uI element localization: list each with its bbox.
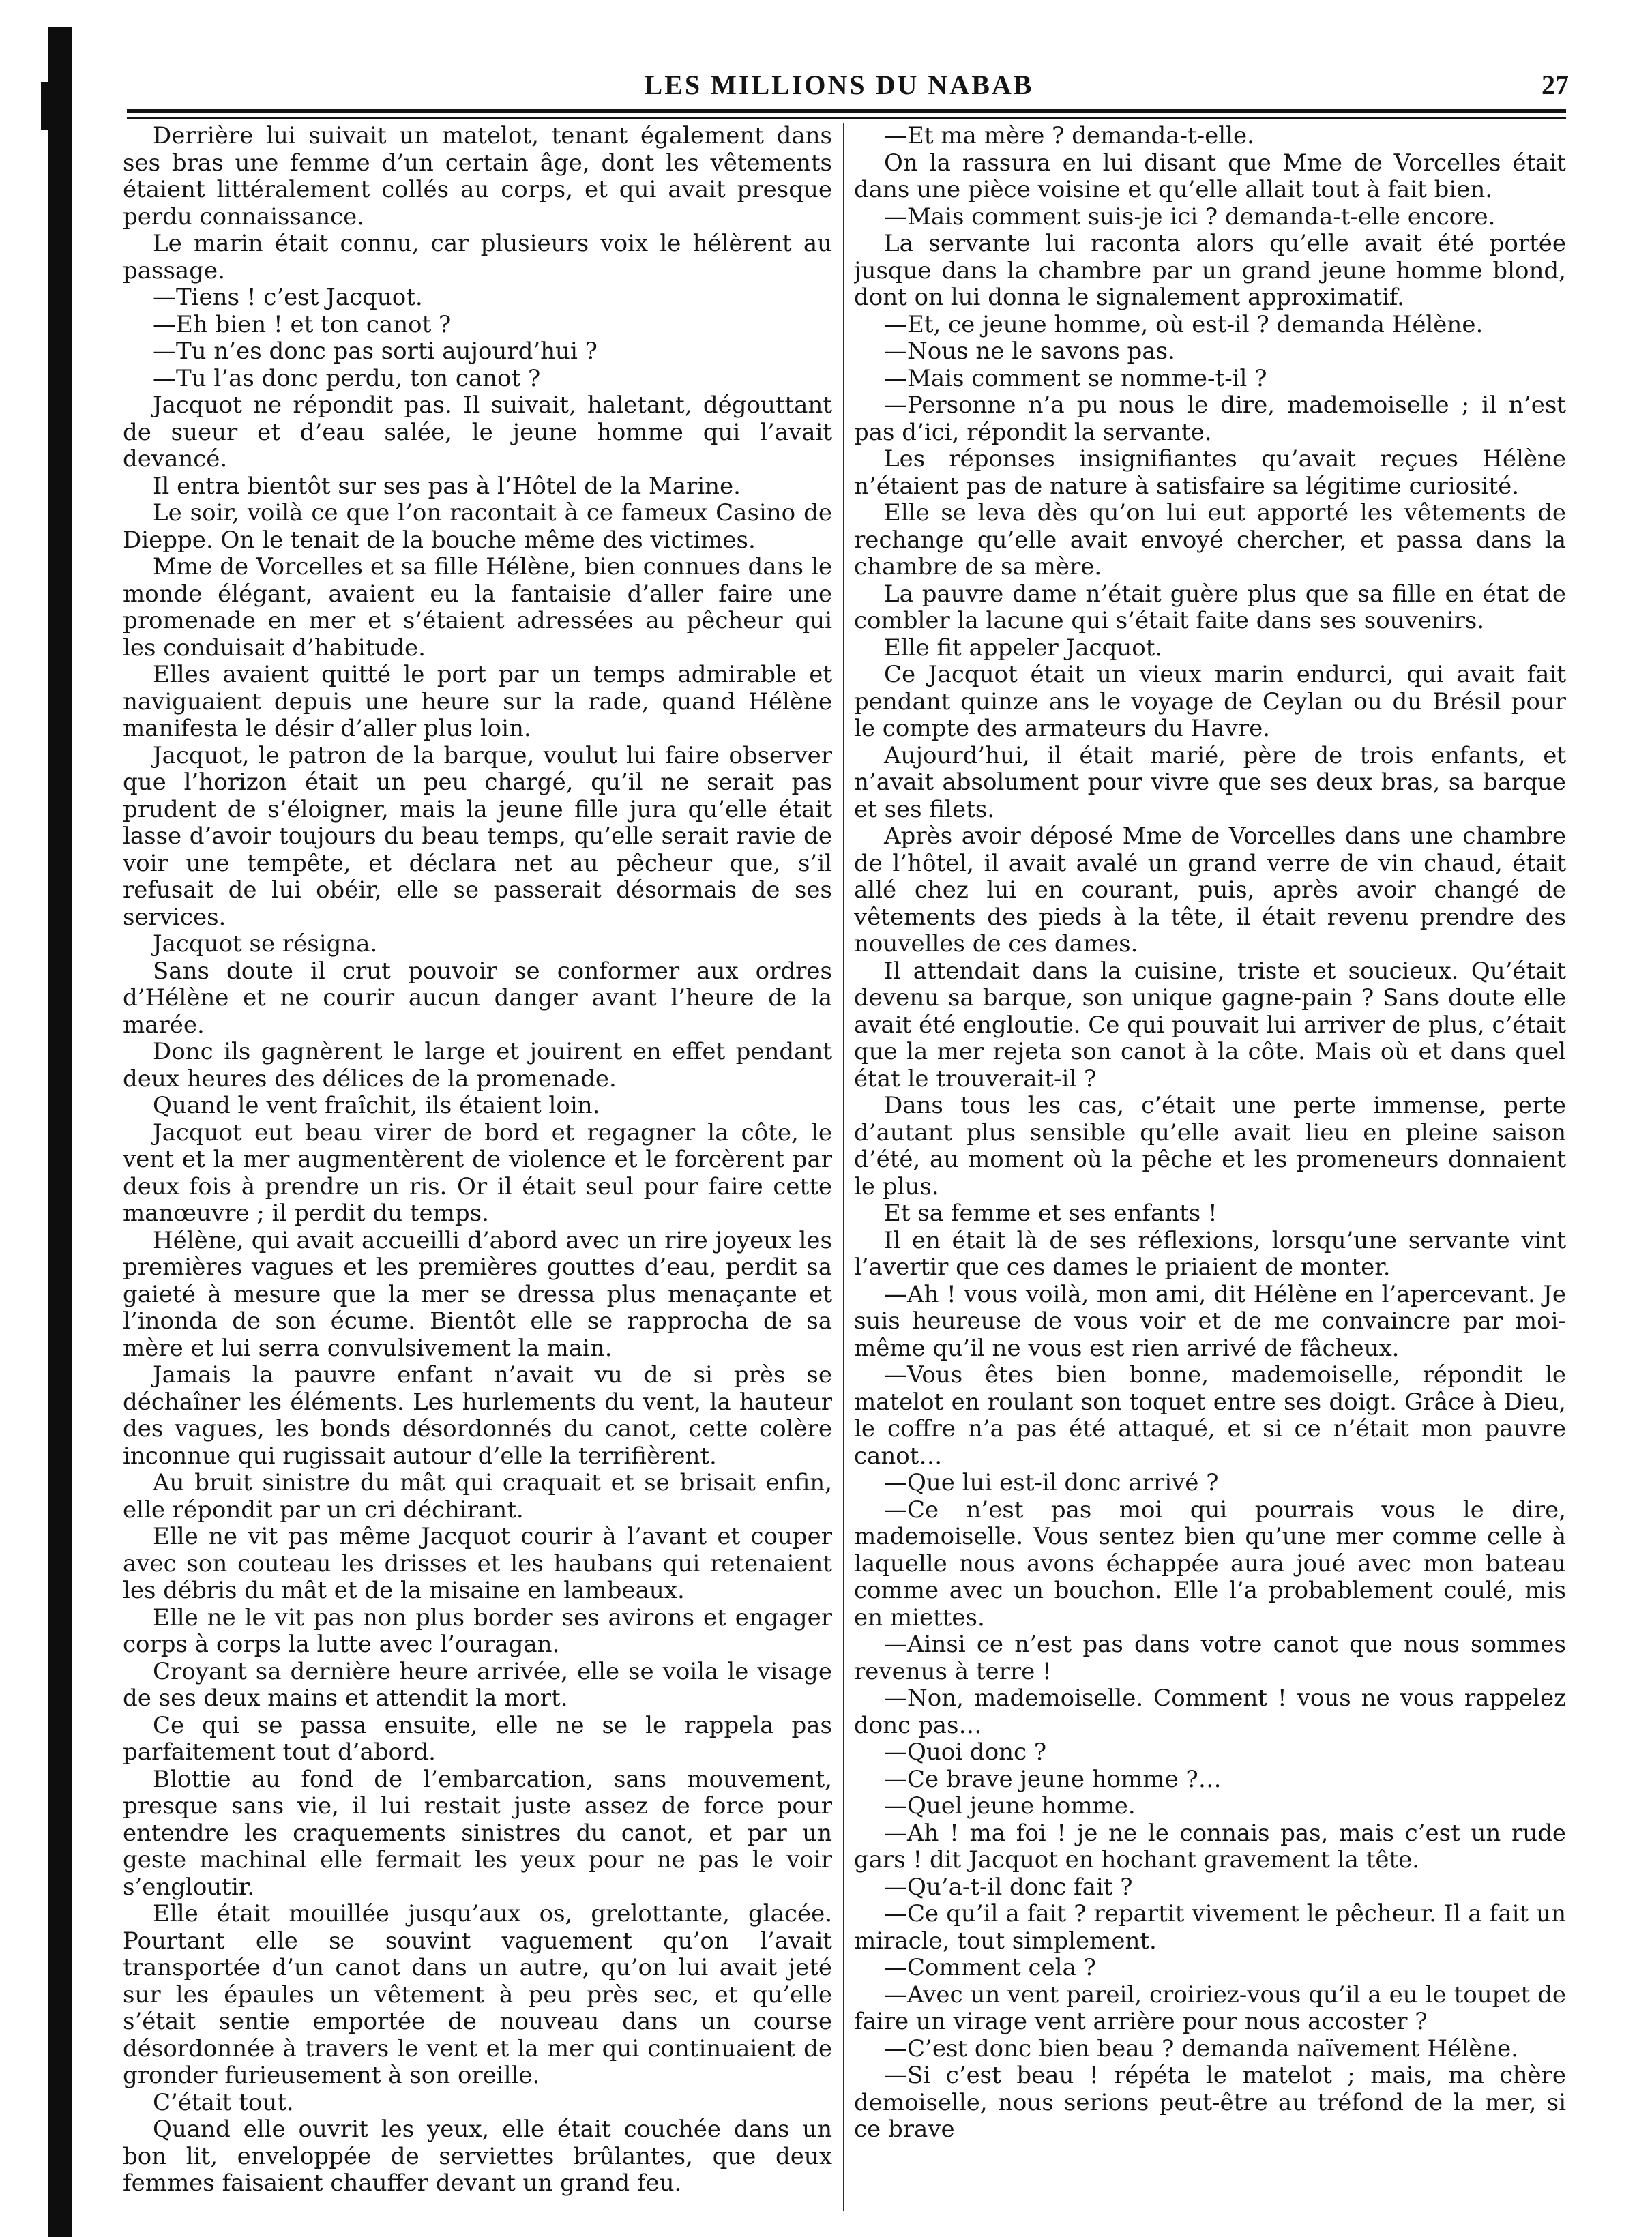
paragraph: Croyant sa dernière heure arrivée, elle se voila le visage de ses deux mains et attendit la mort. bbox=[123, 1657, 832, 1712]
book-binding-notch bbox=[41, 82, 53, 130]
paragraph: Elle ne vit pas même Jacquot courir à l’avant et couper avec son couteau les drisses et les haubans qui retenaient les débris du mât et de la misaine en lambeaux. bbox=[123, 1523, 832, 1604]
paragraph: Elle ne le vit pas non plus border ses avirons et engager corps à corps la lutte avec l’ouragan. bbox=[123, 1603, 832, 1658]
paragraph: —Que lui est-il donc arrivé ? bbox=[884, 1469, 1219, 1496]
paragraph: Jacquot se résigna. bbox=[153, 930, 378, 958]
paragraph: —Tiens ! c’est Jacquot. bbox=[153, 284, 423, 311]
paragraph: On la rassura en lui disant que Mme de Vorcelles était dans une pièce voisine et qu’elle allait tout à fait bien. bbox=[854, 149, 1566, 203]
paragraph: Aujourd’hui, il était marié, père de trois enfants, et n’avait absolument pour vivre que ses deux bras, sa barque et ses filets. bbox=[854, 741, 1566, 823]
paragraph: —Ah ! ma foi ! je ne le connais pas, mais c’est un rude gars ! dit Jacquot en hochant gravement la tête. bbox=[854, 1819, 1566, 1873]
paragraph: Ce Jacquot était un vieux marin endurci, qui avait fait pendant quinze ans le voyage de Ceylan ou du Brésil pour le compte des armateurs du Havre. bbox=[854, 661, 1566, 742]
paragraph: —Mais comment suis-je ici ? demanda-t-elle encore. bbox=[884, 203, 1496, 231]
paragraph: —Et, ce jeune homme, où est-il ? demanda Hélène. bbox=[884, 310, 1484, 338]
paragraph: Il en était là de ses réflexions, lorsqu’une servante vint l’avertir que ces dames le priaient de monter. bbox=[854, 1226, 1566, 1281]
left-column bbox=[123, 123, 832, 2217]
paragraph: Les réponses insignifiantes qu’avait reçues Hélène n’étaient pas de nature à satisfaire sa légitime curiosité. bbox=[854, 445, 1566, 500]
paragraph: —Ce n’est pas moi qui pourrais vous le dire, mademoiselle. Vous sentez bien qu’une mer comme celle à laquelle nous avons échappée aura joué avec mon bateau comme avec un bouchon. Elle l’a probablement coulé, mis en miettes. bbox=[854, 1496, 1566, 1631]
paragraph: —Comment cela ? bbox=[884, 1954, 1096, 1981]
paragraph: Elle était mouillée jusqu’aux os, grelottante, glacée. Pourtant elle se souvint vaguement qu’on l’avait transportée d’un canot dans un autre, qu’on lui avait jeté sur les épaules un vêtement à peu près sec, et qu’elle s’était sentie emportée de nouveau dans un course désordonnée à travers le vent et la mer qui continuaient de gronder furieusement à son oreille. bbox=[123, 1900, 832, 2089]
paragraph: Derrière lui suivait un matelot, tenant également dans ses bras une femme d’un certain âge, dont les vêtements étaient littéralement collés au corps, et qui avait presque perdu connaissance. bbox=[123, 123, 832, 231]
paragraph: Donc ils gagnèrent le large et jouirent en effet pendant deux heures des délices de la promenade. bbox=[123, 1038, 832, 1093]
paragraph: Après avoir déposé Mme de Vorcelles dans une chambre de l’hôtel, il avait avalé un grand verre de vin chaud, était allé chez lui en courant, puis, après avoir changé de vêtements des pieds à la tête, il était revenu prendre des nouvelles de ces dames. bbox=[854, 823, 1566, 958]
paragraph: —Quel jeune homme. bbox=[884, 1792, 1136, 1820]
paragraph: —Eh bien ! et ton canot ? bbox=[153, 310, 452, 338]
paragraph: —Avec un vent pareil, croiriez-vous qu’il a eu le toupet de faire un virage vent arrière pour nous accoster ? bbox=[854, 1981, 1566, 2035]
paragraph: Elles avaient quitté le port par un temps admirable et naviguaient depuis une heure sur la rade, quand Hélène manifesta le désir d’aller plus loin. bbox=[123, 661, 832, 742]
paragraph: Le marin était connu, car plusieurs voix le hélèrent au passage. bbox=[123, 230, 832, 284]
paragraph: Jacquot, le patron de la barque, voulut lui faire observer que l’horizon était un peu chargé, qu’il ne serait pas prudent de s’éloigner, mais la jeune fille jura qu’elle était lasse d’avoir toujours du beau temps, qu’elle serait ravie de voir une tempête, et déclara net au pêcheur que, s’il refusait de lui obéir, elle se passerait désormais de ses services. bbox=[123, 741, 832, 931]
header-rule-thin bbox=[127, 117, 1566, 119]
paragraph: —Qu’a-t-il donc fait ? bbox=[884, 1873, 1133, 1901]
paragraph: Quand elle ouvrit les yeux, elle était couchée dans un bon lit, enveloppée de serviettes brûlantes, que deux femmes faisaient chauffer devant un grand feu. bbox=[123, 2116, 832, 2197]
running-title: LES MILLIONS DU NABAB bbox=[644, 70, 1034, 100]
paragraph: Quand le vent fraîchit, ils étaient loin. bbox=[153, 1092, 600, 1119]
paragraph: Dans tous les cas, c’était une perte immense, perte d’autant plus sensible qu’elle avait lieu en pleine saison d’été, au moment où la pêche et les promeneurs donnaient le plus. bbox=[854, 1092, 1566, 1200]
paragraph: —Quoi donc ? bbox=[884, 1738, 1047, 1766]
paragraph: —Vous êtes bien bonne, mademoiselle, répondit le matelot en roulant son toquet entre ses doigt. Grâce à Dieu, le coffre n’a pas été attaqué, et si ce n’était mon pauvre canot… bbox=[854, 1361, 1566, 1470]
header-rule-thick bbox=[127, 109, 1566, 113]
paragraph: —C’est donc bien beau ? demanda naïvement Hélène. bbox=[884, 2034, 1519, 2062]
paragraph: —Tu l’as donc perdu, ton canot ? bbox=[153, 364, 541, 392]
paragraph: —Et ma mère ? demanda-t-elle. bbox=[884, 123, 1254, 149]
book-binding-edge bbox=[48, 27, 72, 2237]
page-number: 27 bbox=[1542, 70, 1569, 100]
paragraph: Sans doute il crut pouvoir se conformer aux ordres d’Hélène et ne courir aucun danger avant l’heure de la marée. bbox=[123, 957, 832, 1039]
paragraph: —Ah ! vous voilà, mon ami, dit Hélène en l’apercevant. Je suis heureuse de vous voir et de me convaincre par moi-même qu’il ne vous est rien arrivé de fâcheux. bbox=[854, 1280, 1566, 1362]
paragraph: La pauvre dame n’était guère plus que sa fille en état de combler la lacune qui s’était faite dans ses souvenirs. bbox=[854, 580, 1566, 634]
paragraph: —Tu n’es donc pas sorti aujourd’hui ? bbox=[153, 338, 598, 365]
paragraph: Elle fit appeler Jacquot. bbox=[884, 634, 1163, 662]
page-header bbox=[109, 68, 1569, 109]
paragraph: —Si c’est beau ! répéta le matelot ; mais, ma chère demoiselle, nous serions peut-être au tréfond de la mer, si ce brave bbox=[854, 2062, 1566, 2143]
paragraph: —Nous ne le savons pas. bbox=[884, 338, 1175, 365]
paragraph: Blottie au fond de l’embarcation, sans mouvement, presque sans vie, il lui restait juste assez de force pour entendre les craquements sinistres du canot, et par un geste machinal elle fermait les yeux pour ne pas le voir s’engloutir. bbox=[123, 1765, 832, 1901]
paragraph: —Ce qu’il a fait ? repartit vivement le pêcheur. Il a fait un miracle, tout simplement. bbox=[854, 1900, 1566, 1955]
paragraph: —Ce brave jeune homme ?… bbox=[884, 1765, 1222, 1793]
paragraph: Jacquot eut beau virer de bord et regagner la côte, le vent et la mer augmentèrent de violence et le forcèrent par deux fois à prendre un ris. Or il était seul pour faire cette manœuvre ; il perdit du temps. bbox=[123, 1118, 832, 1227]
paragraph: Le soir, voilà ce que l’on racontait à ce fameux Casino de Dieppe. On le tenait de la bouche même des victimes. bbox=[123, 499, 832, 554]
paragraph: —Ainsi ce n’est pas dans votre canot que nous sommes revenus à terre ! bbox=[854, 1631, 1566, 1685]
paragraph: —Non, mademoiselle. Comment ! vous ne vous rappelez donc pas… bbox=[854, 1685, 1566, 1739]
paragraph: Mme de Vorcelles et sa fille Hélène, bien connues dans le monde élégant, avaient eu la fantaisie d’aller faire une promenade en mer et s’étaient adressées au pêcheur qui les conduisait d’habitude. bbox=[123, 553, 832, 662]
right-column bbox=[854, 123, 1566, 2217]
paragraph: —Personne n’a pu nous le dire, mademoiselle ; il n’est pas d’ici, répondit la servante. bbox=[854, 391, 1566, 446]
column-divider bbox=[843, 123, 844, 2211]
paragraph: La servante lui raconta alors qu’elle avait été portée jusque dans la chambre par un grand jeune homme blond, dont on lui donna le signalement approximatif. bbox=[854, 230, 1566, 311]
paragraph: Il attendait dans la cuisine, triste et soucieux. Qu’était devenu sa barque, son unique gagne-pain ? Sans doute elle avait été engloutie. Ce qui pouvait lui arriver de plus, c’était que la mer rejeta son canot à la côte. Mais où et dans quel état le trouverait-il ? bbox=[854, 957, 1566, 1093]
paragraph: C’était tout. bbox=[153, 2088, 294, 2116]
paragraph: Elle se leva dès qu’on lui eut apporté les vêtements de rechange qu’elle avait envoyé chercher, et passa dans la chambre de sa mère. bbox=[854, 499, 1566, 580]
paragraph: Et sa femme et ses enfants ! bbox=[884, 1200, 1218, 1227]
paragraph: Au bruit sinistre du mât qui craquait et se brisait enfin, elle répondit par un cri déchirant. bbox=[123, 1469, 832, 1524]
paragraph: Jamais la pauvre enfant n’avait vu de si près se déchaîner les éléments. Les hurlements du vent, la hauteur des vagues, les bonds désordonnés du canot, cette colère inconnue qui rugissait autour d’elle la terrifièrent. bbox=[123, 1361, 832, 1470]
paragraph: —Mais comment se nomme-t-il ? bbox=[884, 364, 1267, 392]
paragraph: Hélène, qui avait accueilli d’abord avec un rire joyeux les premières vagues et les premières gouttes d’eau, perdit sa gaieté à mesure que la mer se dressa plus menaçante et l’inonda de son écume. Bientôt elle se rapprocha de sa mère et lui serra convulsivement la main. bbox=[123, 1226, 832, 1362]
paragraph: Jacquot ne répondit pas. Il suivait, haletant, dégouttant de sueur et d’eau salée, le jeune homme qui l’avait devancé. bbox=[123, 391, 832, 473]
paragraph: Il entra bientôt sur ses pas à l’Hôtel de la Marine. bbox=[153, 472, 741, 500]
paragraph: Ce qui se passa ensuite, elle ne se le rappela pas parfaitement tout d’abord. bbox=[123, 1711, 832, 1766]
